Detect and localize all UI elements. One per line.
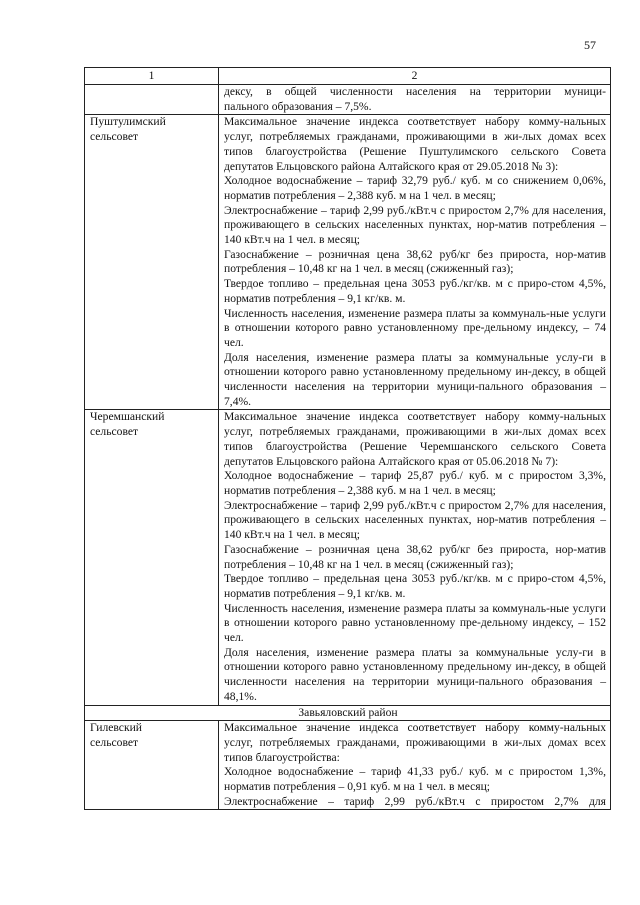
description-cell [219, 115, 611, 410]
region-header-row [85, 705, 611, 721]
settlement-name-line: сельсовет [90, 425, 139, 439]
paragraph: Твердое топливо – предельная цена 3053 руб./кг/кв. м с приро-стом 4,5%, норматив потребления – 9,1 кг/кв. м. [224, 572, 606, 600]
paragraph: Газоснабжение – розничная цена 38,62 руб/кг без прироста, нор-матив потребления – 10,48 кг на 1 чел. в месяц (сжиженный газ); [224, 247, 606, 276]
paragraph: Электроснабжение – тариф 2,99 руб./кВт.ч с приростом 2,7% для населения, проживающего в сельских населенных пунктах, нор-матив потребления – 140 кВт.ч на 1 чел. в месяц; [224, 498, 606, 542]
continuation-line: дексу, в общей численности населения на территории муници- [224, 85, 606, 98]
paragraph: Электроснабжение – тариф 2,99 руб./кВт.ч с приростом 2,7% для населения, проживающего в сельских населенных пунктах, нор-матив потребления – 140 кВт.ч на 1 чел. в месяц; [224, 203, 606, 247]
paragraph: Твердое топливо – предельная цена 3053 руб./кг/кв. м с приро-стом 4,5%, норматив потребления – 9,1 кг/кв. м. [224, 277, 606, 305]
settlement-name-cell [85, 410, 219, 705]
description-cell [219, 85, 611, 115]
paragraph: Доля населения, изменение размера платы за коммунальные услу-ги в отношении которого равно установленному предельному ин-дексу, в общей численности населения на территории муници-пального образования – 7,4%. [224, 350, 606, 408]
paragraph: Холодное водоснабжение – тариф 32,79 руб./ куб. м со снижением 0,06%, норматив потребления – 2,388 куб. м на 1 чел. в месяц; [224, 174, 606, 202]
column-header-1: 1 [85, 68, 219, 85]
table-row-continuation [85, 85, 611, 115]
table-row-pushtulimsky [85, 115, 611, 410]
paragraph: Максимальное значение индекса соответствует набору комму-нальных услуг, потребляемых гражданами, проживающими в жи-лых домах всех типов благоустройства (Решение Пуштулимского сельского Совета депутатов Ельцовского района Алтайского края от 29.05.2018 № 3): [224, 115, 606, 173]
table-row-gilevsky [85, 721, 611, 810]
paragraph: Численность населения, изменение размера платы за коммуналь-ные услуги в отношении которого равно установленному пре-дельному индексу, – 152 чел. [224, 601, 606, 645]
settlement-name-line: Пуштулимский [90, 115, 166, 129]
column-header-2: 2 [219, 68, 611, 85]
settlement-name-cell [85, 721, 219, 810]
settlement-name-cell [85, 85, 219, 115]
paragraph: Максимальное значение индекса соответствует набору комму-нальных услуг, потребляемых гражданами, проживающими в жи-лых домах всех типов благоустройства (Решение Черемшанского сельского Совета депутатов Ельцовского района Алтайского края от 05.06.2018 № 7): [224, 410, 606, 468]
continuation-line: пального образования – 7,5%. [224, 99, 372, 113]
table-header-row [85, 68, 611, 85]
settlement-name-line: сельсовет [90, 130, 139, 144]
paragraph: Газоснабжение – розничная цена 38,62 руб/кг без прироста, нор-матив потребления – 10,48 кг на 1 чел. в месяц (сжиженный газ); [224, 542, 606, 571]
page-number: 57 [584, 38, 596, 52]
description-cell [219, 721, 611, 810]
paragraph: Электроснабжение – тариф 2,99 руб./кВт.ч с приростом 2,7% для [224, 794, 606, 808]
table-row-cheremshansky [85, 410, 611, 705]
settlement-name-line: Гилевский [90, 721, 142, 735]
settlement-name-line: сельсовет [90, 735, 139, 749]
paragraph: Холодное водоснабжение – тариф 25,87 руб./ куб. м с приростом 3,3%, норматив потребления – 2,388 куб. м на 1 чел. в месяц; [224, 469, 606, 497]
paragraph: Холодное водоснабжение – тариф 41,33 руб./ куб. м с приростом 1,3%, норматив потребления – 0,91 куб. м на 1 чел. в месяц; [224, 765, 606, 794]
tariff-table [84, 67, 611, 810]
description-cell [219, 410, 611, 705]
settlement-name-cell [85, 115, 219, 410]
paragraph: Численность населения, изменение размера платы за коммуналь-ные услуги в отношении которого равно установленному пре-дельному индексу, – 74 чел. [224, 306, 606, 349]
settlement-name-line: Черемшанский [90, 410, 165, 424]
paragraph: Доля населения, изменение размера платы за коммунальные услу-ги в отношении которого равно установленному предельному ин-дексу, в общей численности населения на территории муници-пального образования – 48,1%. [224, 645, 606, 703]
paragraph: Максимальное значение индекса соответствует набору комму-нальных услуг, потребляемых гражданами, проживающими в жи-лых домах всех типов благоустройства: [224, 721, 606, 764]
region-header: Завьяловский район [85, 705, 611, 721]
